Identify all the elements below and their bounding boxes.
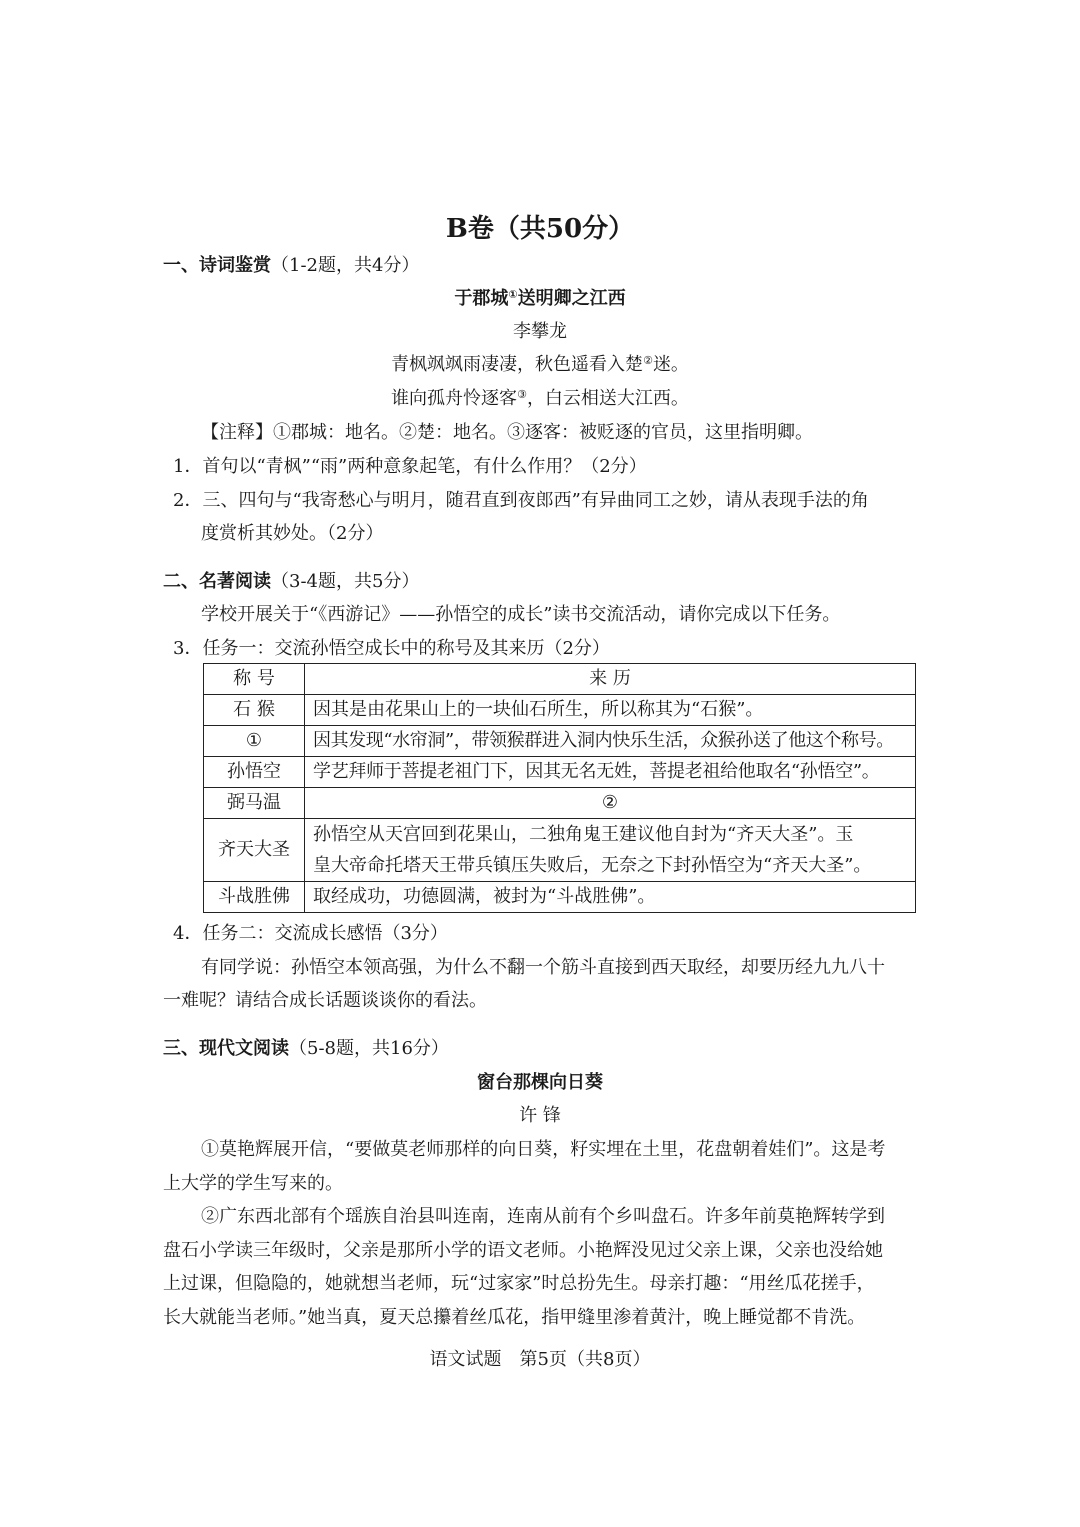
table-header-origin: 来 历	[305, 664, 916, 695]
section1-heading-line	[163, 254, 419, 278]
section2-heading: 二、名著阅读	[163, 571, 271, 592]
poem-title-b: 送明卿之江西	[517, 288, 626, 309]
section1-heading: 一、诗词鉴赏	[163, 255, 271, 276]
table-cell-title: 弼马温	[204, 788, 305, 819]
table-cell-origin-line-2: 皇大帝命托塔天王带兵镇压失败后，无奈之下封孙悟空为“齐天大圣”。	[313, 855, 872, 876]
table-cell-title: 石 猴	[204, 695, 305, 726]
table-row	[204, 695, 916, 726]
article-title: 窗台那棵向日葵	[477, 1072, 603, 1093]
paragraph-2-line-3: 上过课，但隐隐的，她就想当老师，玩“过家家”时总扮先生。母亲打趣：“用丝瓜花搓手，	[163, 1273, 875, 1294]
poem-line2-a: 谁向孤舟怜逐客	[391, 388, 518, 409]
poem-annotation: 【注释】①郡城：地名。②楚：地名。③逐客：被贬逐的官员，这里指明卿。	[201, 422, 813, 443]
section3-note: （5-8题，共16分）	[289, 1038, 449, 1059]
titles-table	[203, 663, 916, 913]
poem-line1-b: 迷。	[652, 354, 689, 375]
table-row	[204, 757, 916, 788]
question-4-text-line-1: 有同学说：孙悟空本领高强，为什么不翻一个筋斗直接到西天取经，却要历经九九八十	[201, 957, 885, 978]
section2-heading-line	[163, 570, 419, 594]
question-3: 3．任务一：交流孙悟空成长中的称号及其来历（2分）	[173, 638, 610, 659]
table-cell-title: 孙悟空	[204, 757, 305, 788]
poem-line1-a: 青枫飒飒雨凄凄，秋色遥看入楚	[391, 354, 644, 375]
table-row	[204, 788, 916, 819]
section2-note: （3-4题，共5分）	[271, 571, 420, 592]
section1-note: （1-2题，共4分）	[271, 255, 420, 276]
poem-title-a: 于郡城	[454, 288, 509, 309]
table-header-row	[204, 664, 916, 695]
poem-line-1	[0, 353, 1080, 377]
table-cell-origin: 取经成功，功德圆满，被封为“斗战胜佛”。	[305, 882, 916, 913]
paragraph-2-line-4: 长大就能当老师。”她当真，夏天总攥着丝瓜花，指甲缝里渗着黄汁，晚上睡觉都不肯洗。	[163, 1307, 866, 1328]
paragraph-1-line-2: 上大学的学生写来的。	[163, 1173, 343, 1194]
table-cell-origin	[305, 819, 916, 882]
table-cell-origin: 因其发现“水帘洞”，带领猴群进入洞内快乐生活，众猴孙送了他这个称号。	[305, 726, 916, 757]
paper-title: B卷（共50分）	[445, 214, 635, 244]
table-cell-title-blank: ①	[204, 726, 305, 757]
question-1: 1．首句以“青枫”“雨”两种意象起笔，有什么作用？（2分）	[173, 456, 647, 477]
table-cell-origin: 因其是由花果山上的一块仙石所生，所以称其为“石猴”。	[305, 695, 916, 726]
table-cell-origin-line-1: 孙悟空从天宫回到花果山，二独角鬼王建议他自封为“齐天大圣”。玉	[313, 824, 854, 845]
paragraph-2-line-1: ②广东西北部有个瑶族自治县叫连南，连南从前有个乡叫盘石。许多年前莫艳辉转学到	[201, 1206, 885, 1227]
poem-line-2	[0, 387, 1080, 411]
table-row	[204, 882, 916, 913]
table-cell-origin-blank: ②	[305, 788, 916, 819]
paragraph-1-line-1: ①莫艳辉展开信，“要做莫老师那样的向日葵，籽实埋在土里，花盘朝着娃们”。这是考	[201, 1139, 886, 1160]
question-4: 4．任务二：交流成长感悟（3分）	[173, 923, 448, 944]
question-2-line-2: 度赏析其妙处。（2分）	[201, 523, 384, 544]
poem-line2-mark: ③	[517, 388, 527, 401]
table-cell-title: 齐天大圣	[204, 819, 305, 882]
section3-heading: 三、现代文阅读	[163, 1038, 289, 1059]
table-cell-title: 斗战胜佛	[204, 882, 305, 913]
article-author: 许 锋	[519, 1105, 561, 1126]
poem-title	[0, 287, 1080, 311]
poem-line1-mark: ②	[643, 354, 653, 367]
poem-line2-b: ，白云相送大江西。	[526, 388, 689, 409]
table-cell-origin: 学艺拜师于菩提老祖门下，因其无名无姓，菩提老祖给他取名“孙悟空”。	[305, 757, 916, 788]
poem-title-mark: ①	[508, 288, 518, 301]
paragraph-2-line-2: 盘石小学读三年级时，父亲是那所小学的语文老师。小艳辉没见过父亲上课，父亲也没给她	[163, 1240, 883, 1261]
table-row	[204, 726, 916, 757]
table-row	[204, 819, 916, 882]
page-footer: 语文试题 第5页（共8页）	[429, 1349, 651, 1370]
question-4-text-line-2: 一难呢？请结合成长话题谈谈你的看法。	[163, 990, 487, 1011]
question-2-line-1: 2．三、四句与“我寄愁心与明月，随君直到夜郎西”有异曲同工之妙，请从表现手法的角	[173, 490, 869, 511]
section2-intro: 学校开展关于“《西游记》——孙悟空的成长”读书交流活动，请你完成以下任务。	[201, 604, 841, 625]
table-header-title: 称 号	[204, 664, 305, 695]
section3-heading-line	[163, 1037, 449, 1061]
poem-author: 李攀龙	[513, 321, 567, 342]
